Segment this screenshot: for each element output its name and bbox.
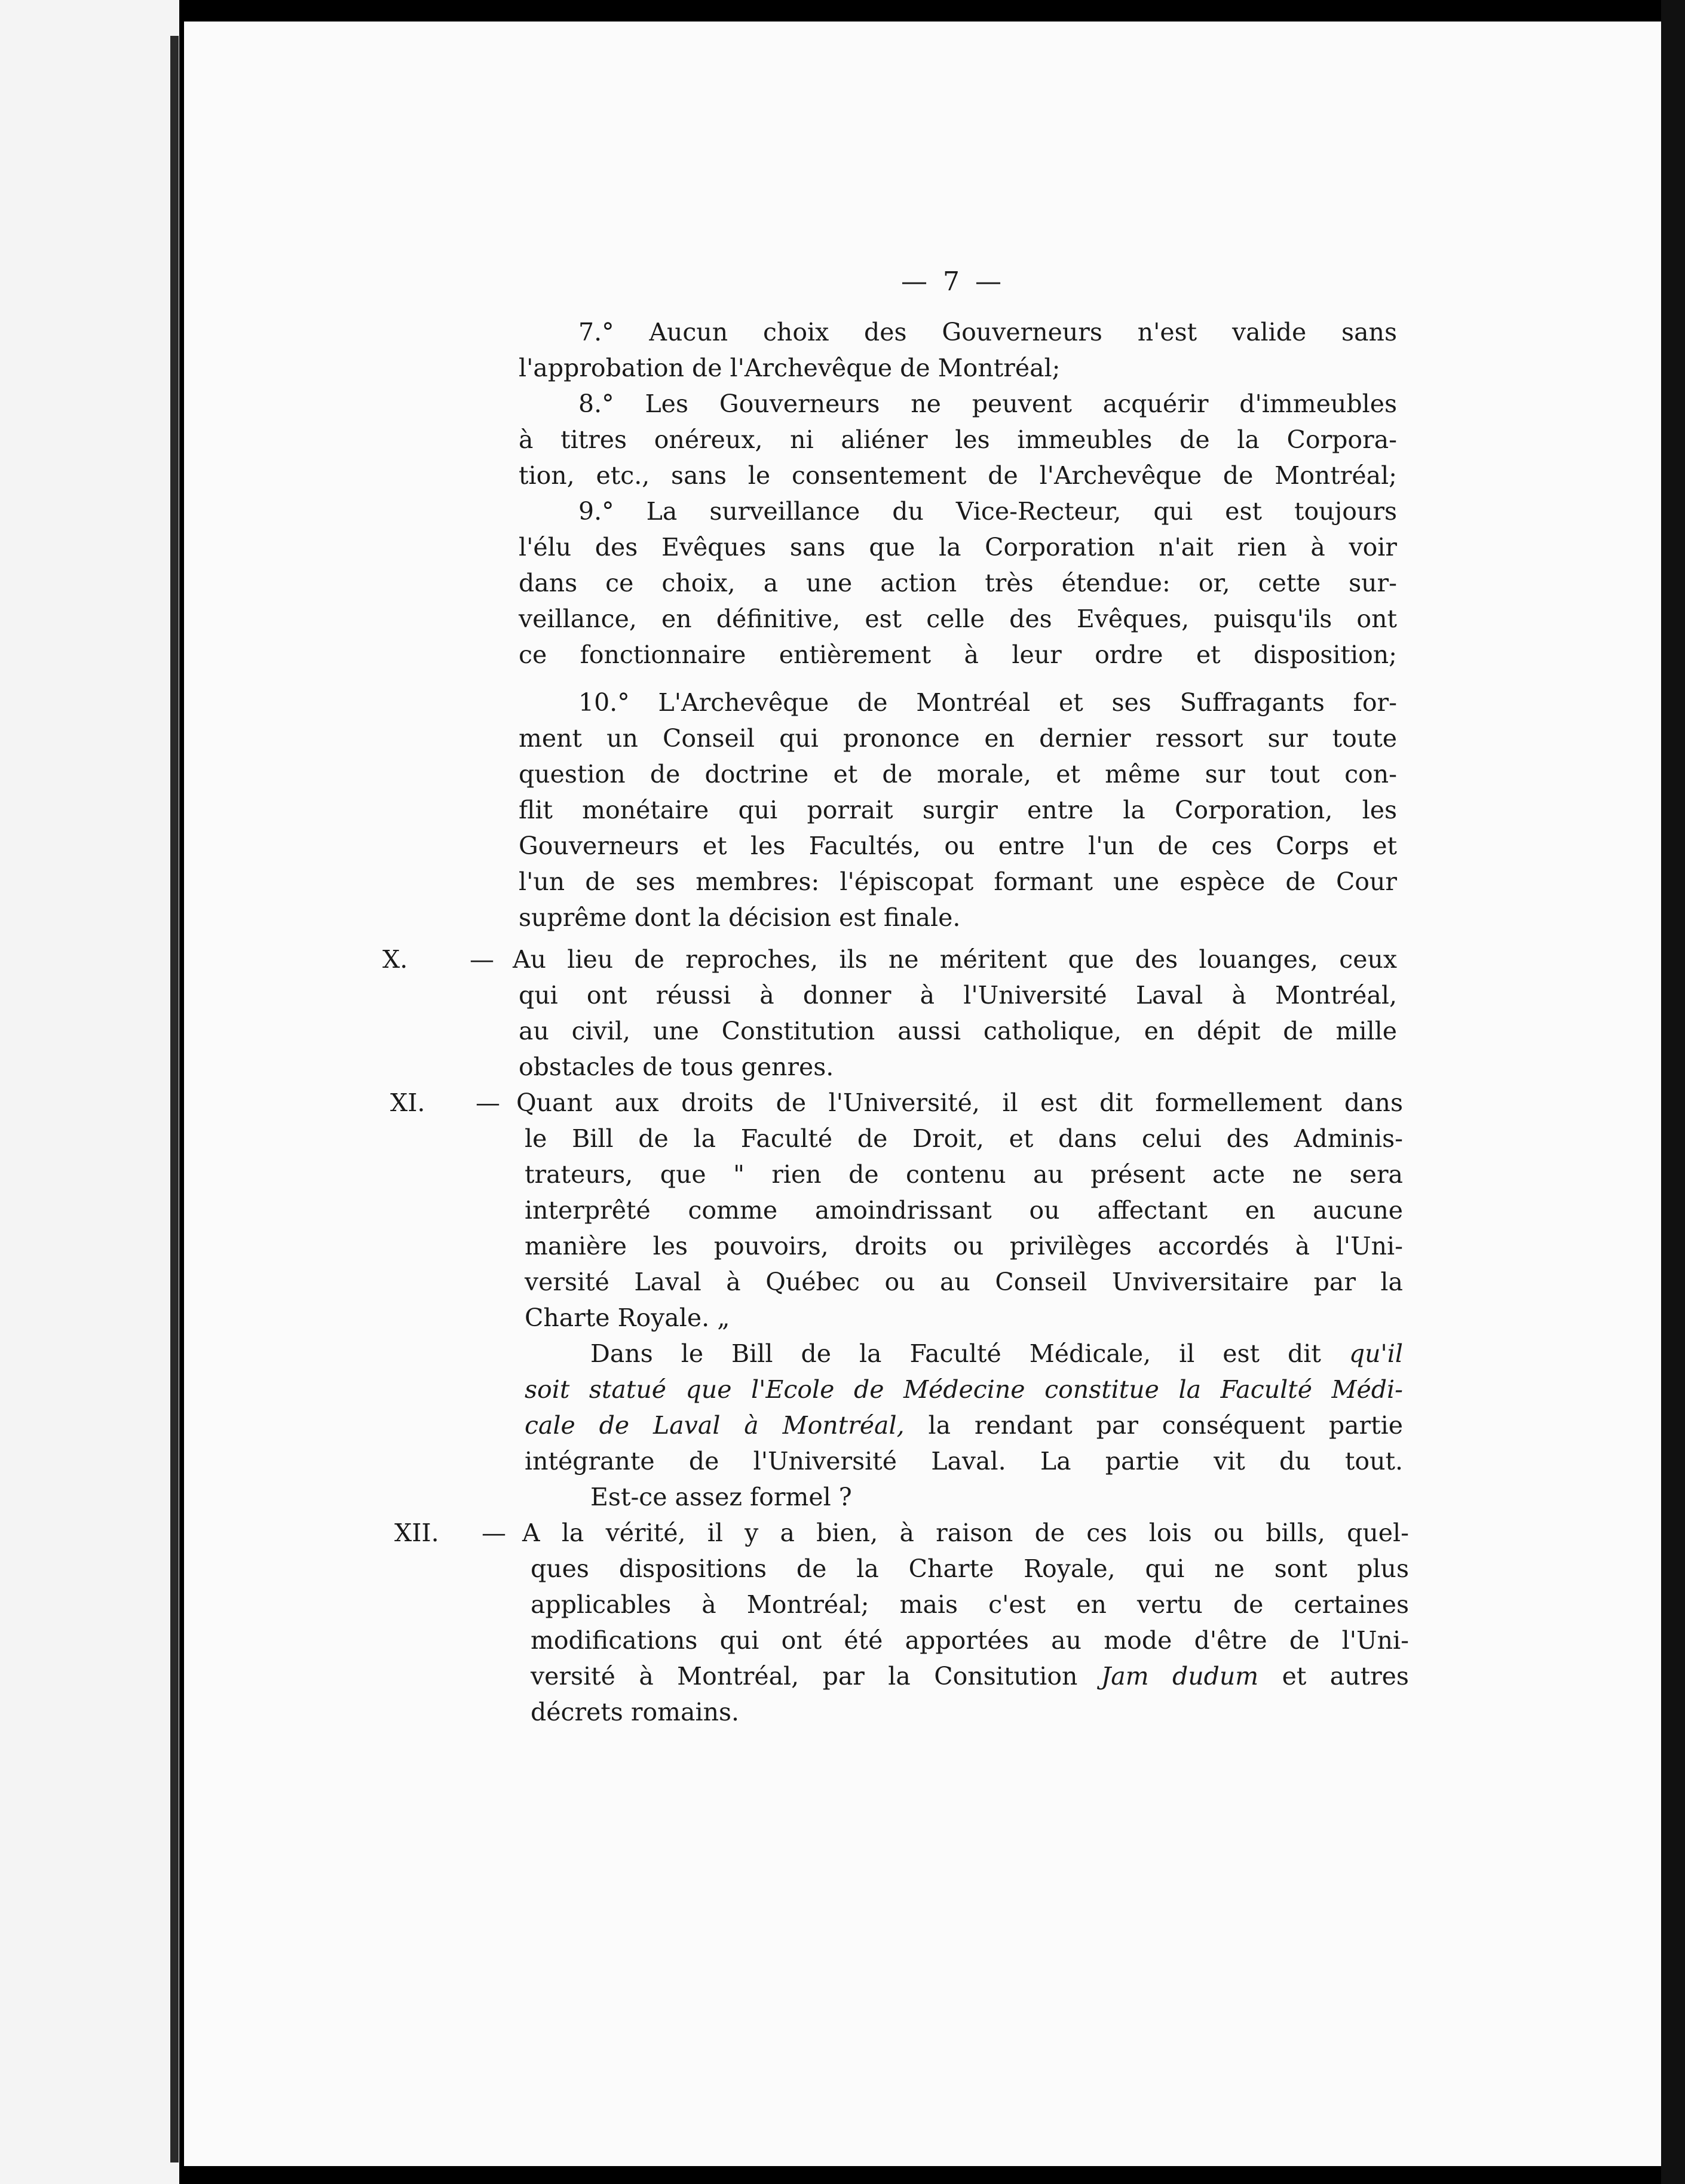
- text-line: Au lieu de reproches, ils ne méritent que des louanges, ceux: [513, 945, 1397, 974]
- text-line: ce fonctionnaire entièrement à leur ordre et disposition;: [519, 640, 1397, 669]
- text-line: tion, etc., sans le consentement de l'Archevêque de Montréal;: [519, 461, 1397, 490]
- text-line: 9.° La surveillance du Vice-Recteur, qui est toujours: [578, 497, 1397, 526]
- section-dash: —: [476, 1088, 500, 1117]
- text-run: versité à Montréal, par la Consitution: [531, 1662, 1078, 1691]
- text-line: l'un de ses membres: l'épiscopat formant une espèce de Cour: [519, 867, 1397, 896]
- text-line: dans ce choix, a une action très étendue: or, cette sur-: [519, 569, 1397, 597]
- text-line: suprême dont la décision est finale.: [519, 903, 961, 932]
- text-line: [590, 1336, 1403, 1372]
- text-line: question de doctrine et de morale, et même sur tout con-: [519, 760, 1397, 789]
- text-line: à titres onéreux, ni aliéner les immeubles de la Corpora-: [519, 425, 1397, 454]
- text-line: [525, 1372, 1403, 1407]
- section-number: XI.: [390, 1088, 425, 1117]
- text-line: [531, 1658, 1409, 1694]
- text-line: ques dispositions de la Charte Royale, qui ne sont plus: [531, 1554, 1409, 1583]
- text-line: manière les pouvoirs, droits ou privilèges accordés à l'Uni-: [525, 1232, 1403, 1260]
- text-line: modifications qui ont été apportées au mode d'être de l'Uni-: [531, 1626, 1409, 1655]
- text-line: Est-ce assez formel ?: [590, 1483, 852, 1511]
- italic-text: soit statué que l'Ecole de Médecine constitue la Faculté Médi-: [525, 1375, 1403, 1404]
- section-dash: —: [482, 1519, 506, 1547]
- text-line: interprêté comme amoindrissant ou affectant en aucune: [525, 1196, 1403, 1225]
- text-run: Dans le Bill de la Faculté Médicale, il est dit: [590, 1339, 1321, 1368]
- text-line: l'approbation de l'Archevêque de Montréal;: [519, 354, 1061, 382]
- text-line: Gouverneurs et les Facultés, ou entre l'un de ces Corps et: [519, 832, 1397, 860]
- text-line: intégrante de l'Université Laval. La partie vit du tout.: [525, 1447, 1403, 1476]
- section-dash: —: [470, 945, 494, 974]
- italic-text: Jam dudum: [1101, 1662, 1259, 1691]
- text-run: la rendant par conséquent partie: [928, 1411, 1403, 1440]
- text-line: 8.° Les Gouverneurs ne peuvent acquérir d'immeubles: [578, 389, 1397, 418]
- text-line: A la vérité, il y a bien, à raison de ces lois ou bills, quel-: [522, 1519, 1409, 1547]
- italic-text: qu'il: [1349, 1339, 1403, 1368]
- section-number: X.: [382, 945, 408, 974]
- section-number: XII.: [394, 1519, 439, 1547]
- italic-text: cale de Laval à Montréal,: [525, 1411, 905, 1440]
- text-line: Charte Royale. „: [525, 1303, 730, 1332]
- text-line: applicables à Montréal; mais c'est en vertu de certaines: [531, 1590, 1409, 1619]
- text-line: 7.° Aucun choix des Gouverneurs n'est valide sans: [578, 318, 1397, 346]
- text-line: versité Laval à Québec ou au Conseil Unviversitaire par la: [525, 1268, 1403, 1296]
- document-page: [184, 22, 1661, 2166]
- text-line: l'élu des Evêques sans que la Corporation n'ait rien à voir: [519, 533, 1397, 562]
- text-line: trateurs, que " rien de contenu au présent acte ne sera: [525, 1160, 1403, 1189]
- text-line: flit monétaire qui porrait surgir entre la Corporation, les: [519, 796, 1397, 824]
- text-line: Quant aux droits de l'Université, il est dit formellement dans: [516, 1088, 1403, 1117]
- text-line: au civil, une Constitution aussi catholique, en dépit de mille: [519, 1017, 1397, 1045]
- text-line: ment un Conseil qui prononce en dernier ressort sur toute: [519, 724, 1397, 753]
- page-number: — 7 —: [901, 266, 1005, 297]
- text-line: [525, 1407, 1403, 1443]
- right-scan-border: [1661, 0, 1685, 2184]
- text-line: veillance, en définitive, est celle des Evêques, puisqu'ils ont: [519, 605, 1397, 633]
- facing-page: [0, 0, 179, 2184]
- text-line: le Bill de la Faculté de Droit, et dans celui des Adminis-: [525, 1124, 1403, 1153]
- text-line: 10.° L'Archevêque de Montréal et ses Suffragants for-: [578, 688, 1397, 717]
- text-run: et autres: [1282, 1662, 1409, 1691]
- text-line: décrets romains.: [531, 1698, 740, 1726]
- binding-edge: [170, 36, 179, 2162]
- text-line: qui ont réussi à donner à l'Université Laval à Montréal,: [519, 981, 1397, 1010]
- text-line: obstacles de tous genres.: [519, 1053, 834, 1081]
